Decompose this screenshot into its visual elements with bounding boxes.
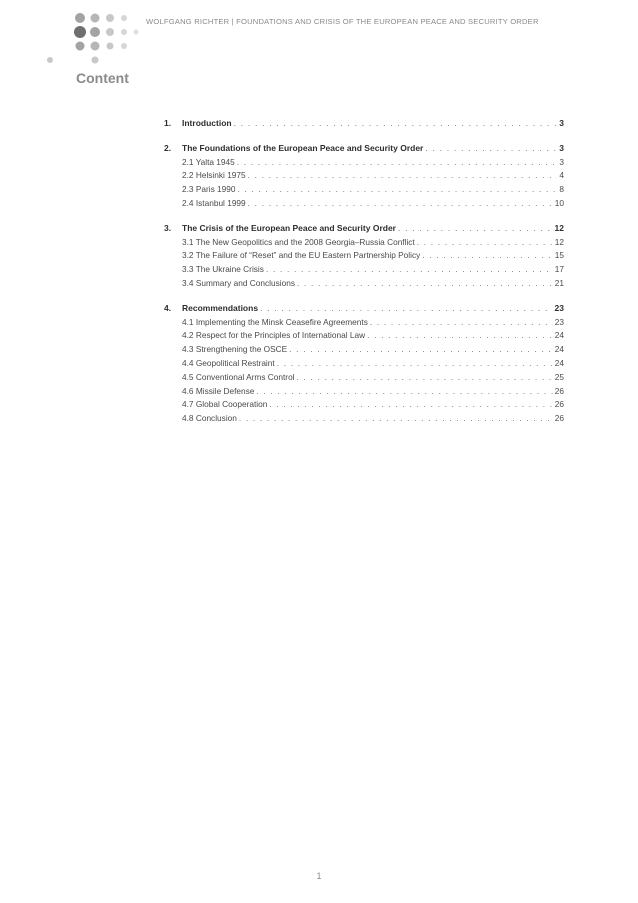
- toc-subentry[interactable]: [164, 183, 564, 197]
- toc-subentry-title: 2.4 Istanbul 1999: [182, 197, 246, 208]
- toc-entry-page: 12: [554, 222, 564, 233]
- dot-leader: [237, 156, 558, 170]
- dot-leader: [425, 142, 557, 156]
- toc-subentry-page: 24: [554, 330, 564, 341]
- toc-subentry[interactable]: [164, 343, 564, 357]
- dot-leader: [398, 222, 553, 236]
- toc-subentry[interactable]: [164, 249, 564, 263]
- toc-entry[interactable]: [164, 142, 564, 156]
- toc-subentry[interactable]: [164, 197, 564, 211]
- toc-subentry-page: 21: [554, 277, 564, 288]
- toc-subentry-page: 23: [554, 316, 564, 327]
- dot-leader: [248, 169, 558, 183]
- toc-subentry-title: 4.4 Geopolitical Restraint: [182, 357, 275, 368]
- toc-subentry-title: 4.2 Respect for the Principles of International Law: [182, 330, 366, 341]
- toc-subentry-page: 10: [554, 197, 564, 208]
- toc-subentry[interactable]: [164, 398, 564, 412]
- toc-entry-number: 3.: [164, 222, 172, 233]
- toc-subentry-title: 3.4 Summary and Conclusions: [182, 277, 295, 288]
- toc-subentry-page: 8: [559, 184, 564, 195]
- dot-leader: [370, 316, 553, 330]
- toc-subentry-title: 4.1 Implementing the Minsk Ceasefire Agreements: [182, 316, 368, 327]
- dot-leader: [277, 357, 553, 371]
- page-number: 1: [316, 871, 322, 881]
- toc-subentry-page: 15: [554, 250, 564, 261]
- dot-leader: [248, 197, 553, 211]
- toc-subentry-title: 4.5 Conventional Arms Control: [182, 371, 295, 382]
- toc-subentry-page: 17: [554, 264, 564, 275]
- toc-subentry-page: 26: [554, 399, 564, 410]
- toc-entry-title: Introduction: [182, 118, 232, 128]
- toc-subentry-page: 12: [554, 236, 564, 247]
- toc-subentry-title: 4.7 Global Cooperation: [182, 399, 268, 410]
- toc-subentry-title: 2.1 Yalta 1945: [182, 156, 235, 167]
- toc-entry[interactable]: [164, 117, 564, 131]
- toc-subentry[interactable]: [164, 329, 564, 343]
- toc-section-3: [164, 222, 564, 291]
- page-title: Content: [76, 70, 129, 86]
- dot-leader: [266, 263, 553, 277]
- dot-leader: [367, 329, 553, 343]
- toc-section-1: [164, 117, 564, 131]
- toc-subentry-title: 4.6 Missile Defense: [182, 385, 255, 396]
- toc-subentry-page: 3: [559, 156, 564, 167]
- toc-subentry[interactable]: [164, 357, 564, 371]
- running-header: WOLFGANG RICHTER | FOUNDATIONS AND CRISIS OF THE EUROPEAN PEACE AND SECURITY ORDER: [146, 17, 539, 26]
- toc-section-4: [164, 302, 564, 426]
- toc-entry-page: 23: [554, 302, 564, 313]
- toc-entry-number: 4.: [164, 302, 172, 313]
- toc-subentry[interactable]: [164, 371, 564, 385]
- toc-subentry[interactable]: [164, 277, 564, 291]
- toc-subentry[interactable]: [164, 316, 564, 330]
- dot-leader: [269, 398, 552, 412]
- toc-subentry-page: 24: [554, 357, 564, 368]
- dot-leader: [238, 183, 558, 197]
- toc-subentry-title: 3.2 The Failure of “Reset” and the EU Eastern Partnership Policy: [182, 250, 421, 261]
- toc-subentry[interactable]: [164, 236, 564, 250]
- toc-subentry-title: 2.3 Paris 1990: [182, 184, 236, 195]
- dot-leader: [422, 249, 552, 263]
- toc-entry-title: The Foundations of the European Peace and Security Order: [182, 142, 424, 153]
- toc-subentry[interactable]: [164, 385, 564, 399]
- publisher-logo-dots: [0, 0, 150, 70]
- dot-leader: [297, 371, 553, 385]
- dot-leader: [256, 385, 552, 399]
- toc-subentry-title: 3.1 The New Geopolitics and the 2008 Georgia–Russia Conflict: [182, 236, 415, 247]
- toc-entry-number: 2.: [164, 142, 172, 153]
- toc-subentry-title: 2.2 Helsinki 1975: [182, 170, 246, 181]
- toc-subentry-page: 24: [554, 344, 564, 355]
- toc-entry-page: 3: [559, 142, 564, 153]
- toc-subentry-title: 3.3 The Ukraine Crisis: [182, 264, 264, 275]
- table-of-contents: [164, 117, 564, 437]
- toc-section-2: [164, 142, 564, 211]
- toc-entry-title: The Crisis of the European Peace and Security Order: [182, 222, 396, 233]
- dot-leader: [297, 277, 553, 291]
- toc-subentry-page: 26: [554, 385, 564, 396]
- toc-subentry[interactable]: [164, 169, 564, 183]
- toc-subentry-page: 4: [559, 170, 564, 181]
- toc-subentry-page: 26: [554, 413, 564, 424]
- toc-subentry[interactable]: [164, 412, 564, 426]
- toc-subentry[interactable]: [164, 263, 564, 277]
- dot-leader: [239, 412, 553, 426]
- toc-subentry-title: 4.8 Conclusion: [182, 413, 237, 424]
- toc-subentry[interactable]: [164, 156, 564, 170]
- dot-leader: [234, 117, 558, 131]
- dot-leader: [289, 343, 553, 357]
- toc-subentry-title: 4.3 Strengthening the OSCE: [182, 344, 288, 355]
- toc-subentry-page: 25: [554, 371, 564, 382]
- toc-entry-number: 1.: [164, 118, 172, 128]
- dot-leader: [417, 236, 553, 250]
- toc-entry[interactable]: [164, 302, 564, 316]
- toc-entry-title: Recommendations: [182, 302, 259, 313]
- toc-entry[interactable]: [164, 222, 564, 236]
- toc-entry-page: 3: [559, 118, 564, 128]
- dot-leader: [260, 302, 552, 316]
